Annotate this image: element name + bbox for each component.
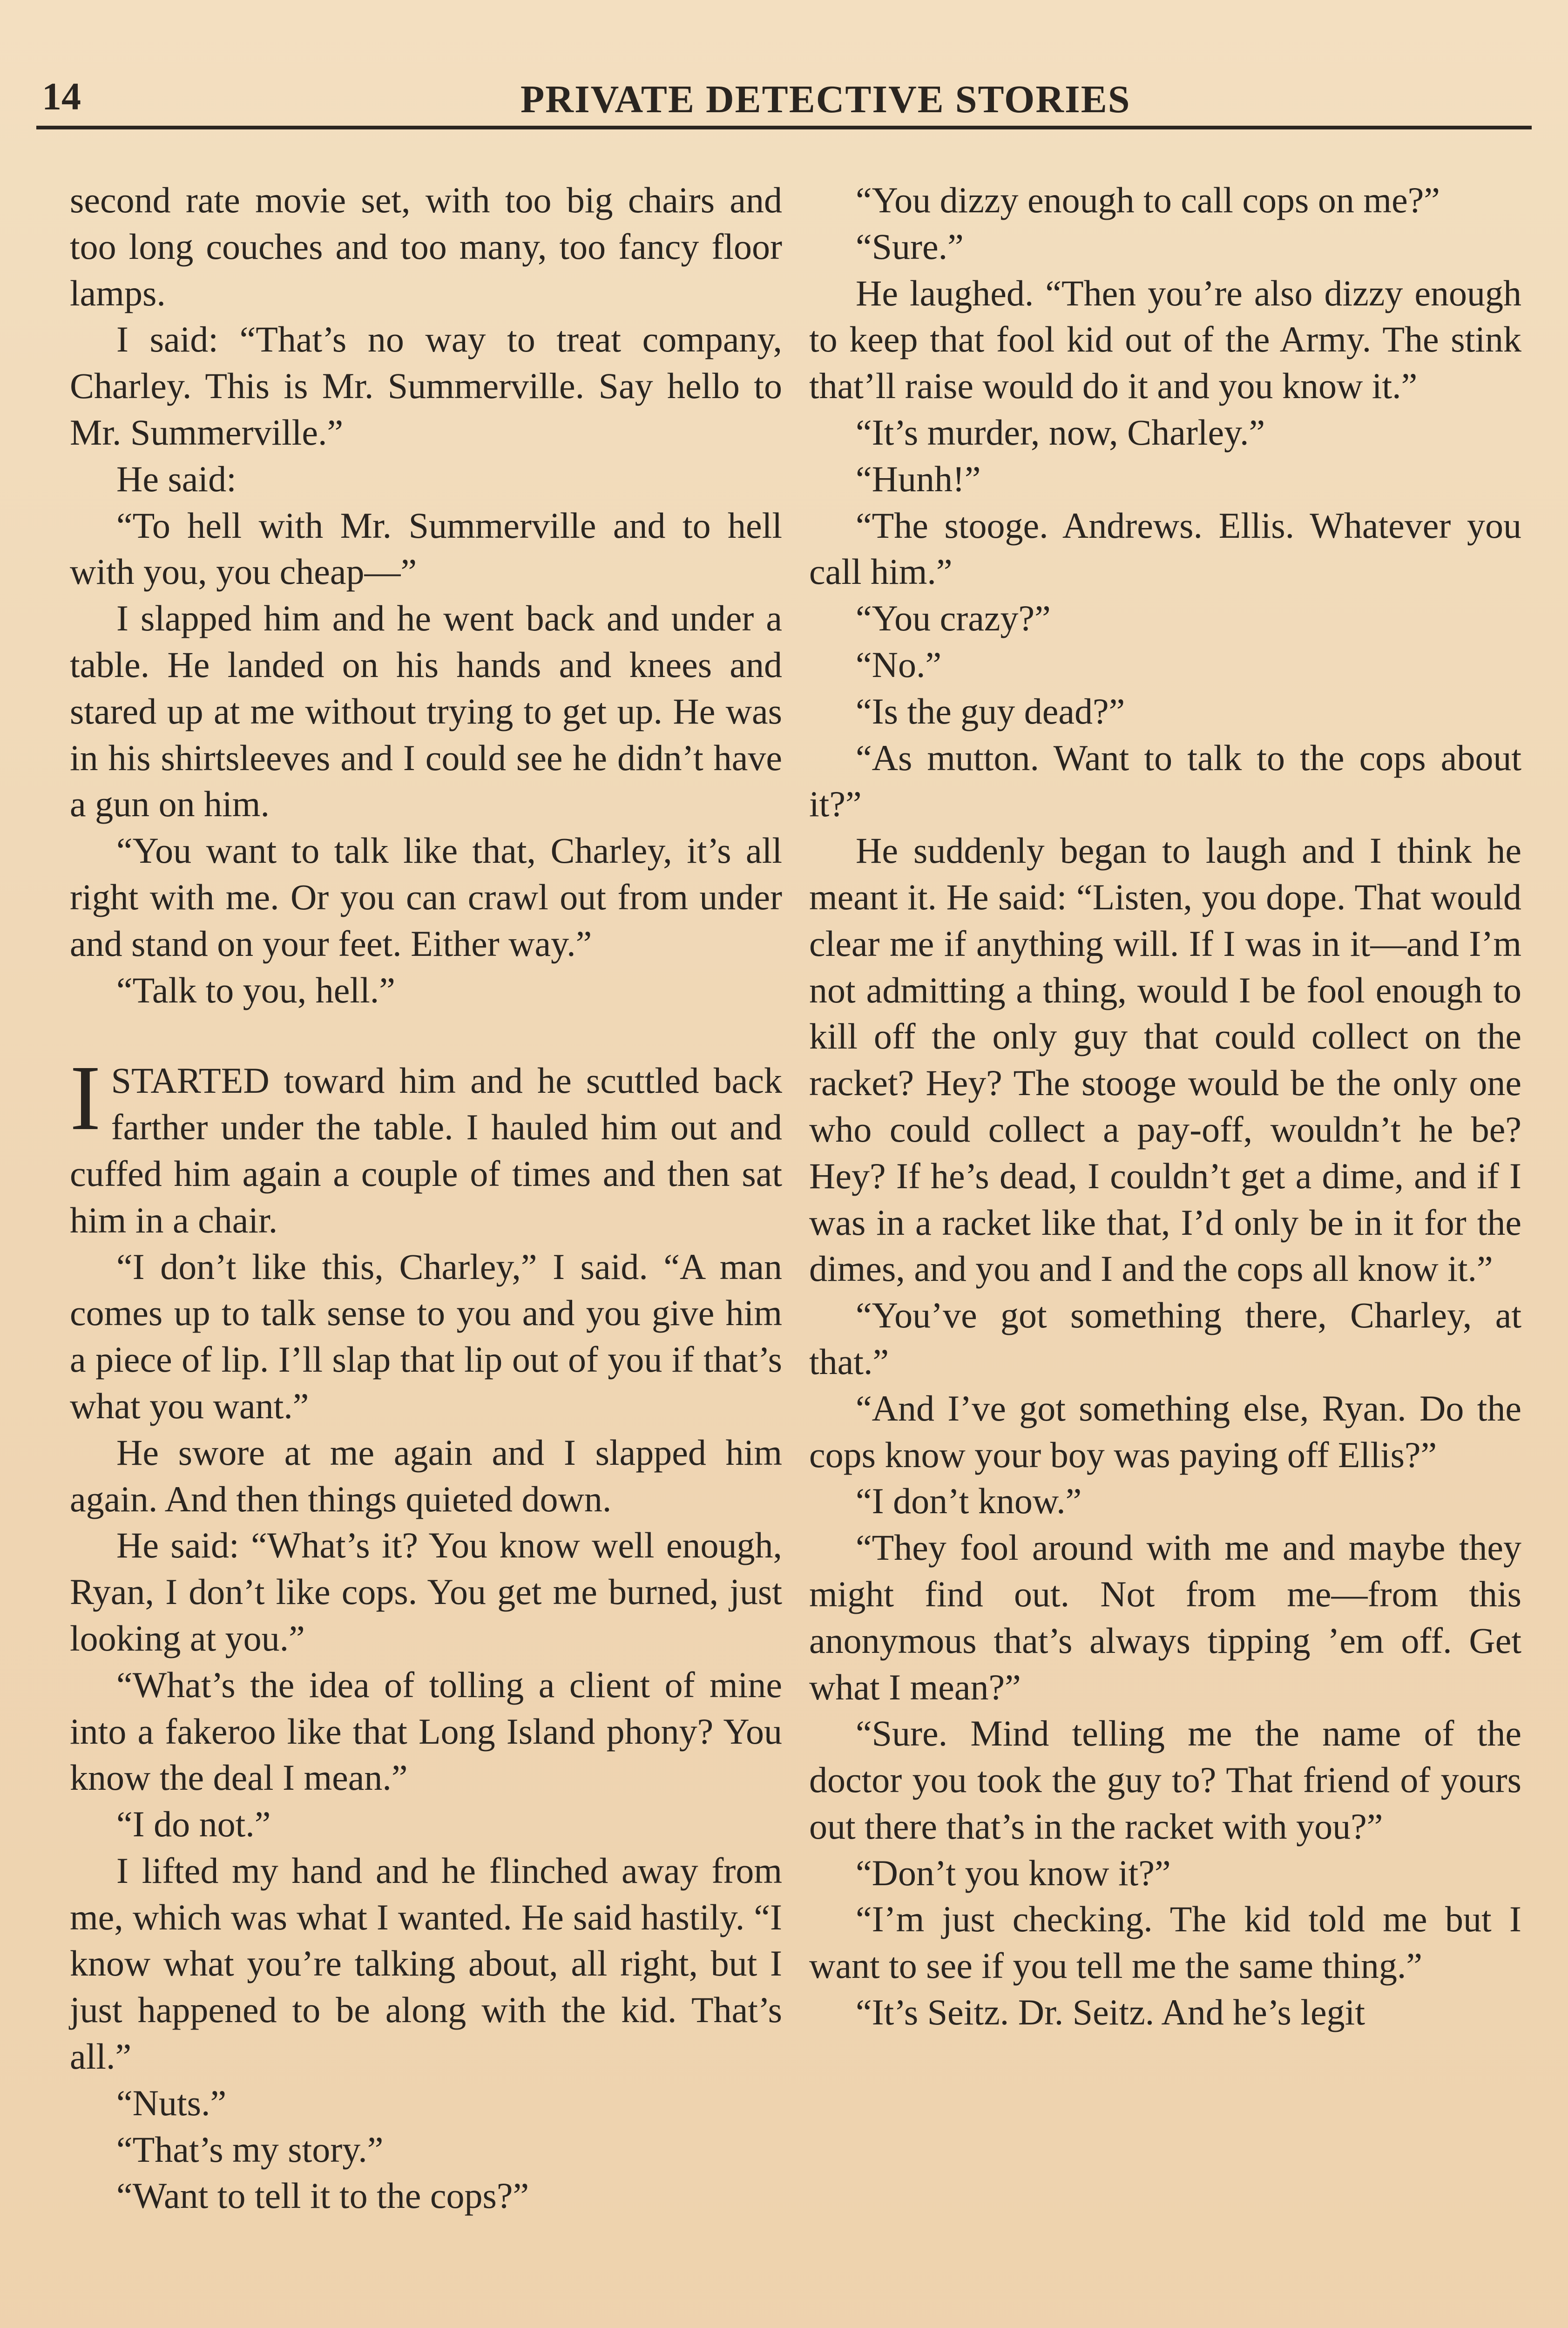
paragraph: “That’s my story.” <box>116 2129 384 2170</box>
paragraph: “Nuts.” <box>116 2082 227 2123</box>
page-number: 14 <box>42 75 81 118</box>
paragraph: “You’ve got something there, Charley, at that.” <box>809 1295 1521 1382</box>
paragraph: “Sure. Mind telling me the name of the doctor you took the guy to? That friend of yours out there that’s in the racket with you?” <box>809 1713 1521 1847</box>
paragraph: He said: “What’s it? You know well enough, Ryan, I don’t like cops. You get me burned, just looking at you.” <box>70 1525 782 1658</box>
paragraph: “As mutton. Want to talk to the cops about it?” <box>809 737 1521 825</box>
paragraph: “Sure.” <box>856 226 964 267</box>
paragraph: He laughed. “Then you’re also dizzy enough to keep that fool kid out of the Army. The stink that’ll raise would do it and you know it.” <box>809 272 1521 406</box>
paragraph: “The stooge. Andrews. Ellis. Whatever you call him.” <box>809 505 1521 592</box>
paragraph: He said: <box>116 458 237 499</box>
paragraph: “To hell with Mr. Summerville and to hell with you, you cheap—” <box>70 505 782 592</box>
paragraph: “Don’t you know it?” <box>856 1852 1171 1893</box>
paragraph: I slapped him and he went back and under a table. He landed on his hands and knees and stared up at me without trying to get up. He was in his shirtsleeves and I could see he didn’t have a gun on him. <box>70 598 782 825</box>
paragraph: “No.” <box>856 644 942 685</box>
paragraph: “You want to talk like that, Charley, it’s all right with me. Or you can crawl out from under and stand on your feet. Either way.” <box>70 830 782 964</box>
paragraph: “Is the guy dead?” <box>856 690 1125 731</box>
paragraph-continued: second rate movie set, with too big chairs and too long couches and too many, too fancy floor lamps. <box>70 180 782 313</box>
paragraph: “Talk to you, hell.” <box>116 969 395 1010</box>
left-text-column <box>70 177 782 2219</box>
paragraph: “It’s Seitz. Dr. Seitz. And he’s legit <box>856 1992 1365 2033</box>
paragraph: He swore at me again and I slapped him again. And then things quieted down. <box>70 1432 782 1519</box>
paragraph-text: STARTED toward him and he scuttled back farther under the table. I hauled him out and cuffed him again a couple of times and then sat him in a chair. <box>70 1060 782 1240</box>
drop-cap: I <box>70 1047 101 1150</box>
page-header <box>36 70 1532 129</box>
paragraph: I said: “That’s no way to treat company, Charley. This is Mr. Summerville. Say hello to Mr. Summerville.” <box>70 319 782 453</box>
paragraph: “They fool around with me and maybe they might find out. Not from me—from this anonymous that’s always tipping ’em off. Get what I mean?” <box>809 1527 1521 1707</box>
paragraph: “Hunh!” <box>856 458 981 499</box>
paragraph: “I’m just checking. The kid told me but I want to see if you tell me the same thing.” <box>809 1899 1521 1986</box>
section-opening-paragraph <box>70 1047 782 1243</box>
paragraph: “Want to tell it to the cops?” <box>116 2175 529 2216</box>
paragraph: “It’s murder, now, Charley.” <box>856 412 1265 453</box>
paragraph: “I don’t know.” <box>856 1481 1082 1522</box>
paragraph: “You dizzy enough to call cops on me?” <box>856 180 1440 220</box>
paragraph: I lifted my hand and he flinched away from me, which was what I wanted. He said hastily. “I know what you’re talking about, all right, but I just happened to be along with the kid. That’s all.” <box>70 1850 782 2077</box>
paragraph: “You crazy?” <box>856 598 1051 639</box>
paragraph: “And I’ve got something else, Ryan. Do the cops know your boy was paying off Ellis?” <box>809 1387 1521 1475</box>
paragraph: “I do not.” <box>116 1804 271 1845</box>
right-text-column <box>809 177 1521 2036</box>
paragraph: He suddenly began to laugh and I think he meant it. He said: “Listen, you dope. That would clear me if anything will. If I was in it—and I’m not admitting a thing, would I be fool enough to kill off the only guy that could collect on the racket? Hey? The stooge would be the only one who could collect a pay-off, wouldn’t he be? Hey? If he’s dead, I couldn’t get a dime, and if I was in a racket like that, I’d only be in it for the dimes, and you and I and the cops all know it.” <box>809 830 1521 1289</box>
paragraph: “What’s the idea of tolling a client of mine into a fakeroo like that Long Island phony? You know the deal I mean.” <box>70 1664 782 1798</box>
paragraph: “I don’t like this, Charley,” I said. “A man comes up to talk sense to you and you give him a piece of lip. I’ll slap that lip out of you if that’s what you want.” <box>70 1246 782 1426</box>
running-title: PRIVATE DETECTIVE STORIES <box>520 78 1131 121</box>
